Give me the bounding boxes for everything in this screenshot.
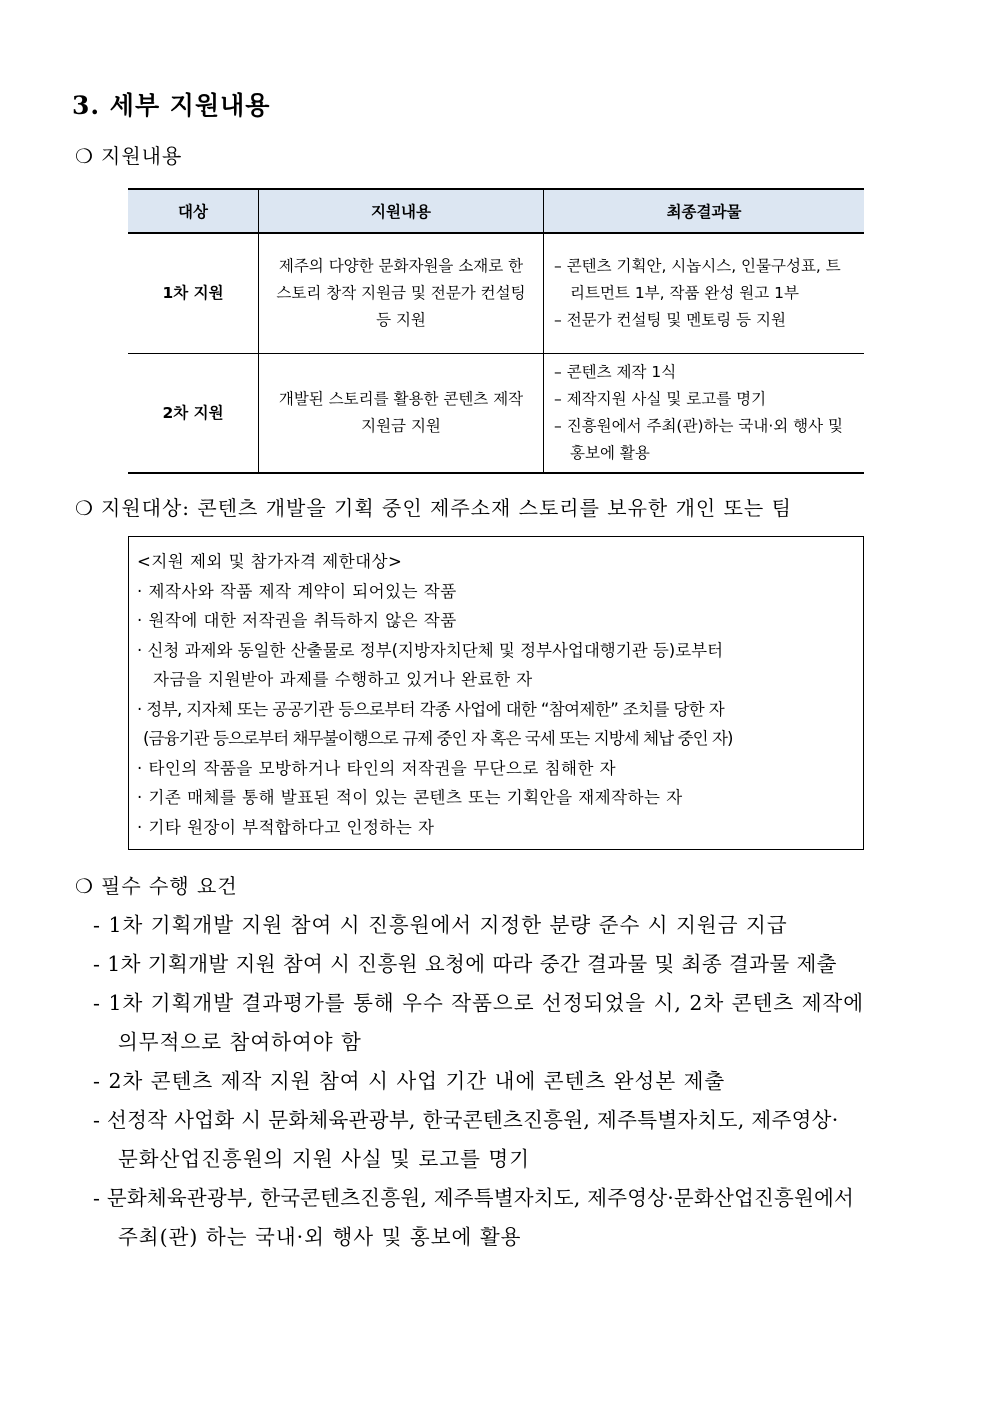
header-target: 대상 [128, 189, 259, 233]
support-table [128, 188, 864, 474]
row-results [544, 354, 865, 474]
section-title: 3. 세부 지원내용 [72, 91, 271, 120]
header-content: 지원내용 [259, 189, 544, 233]
restriction-item: · 기존 매체를 통해 발표된 적이 있는 콘텐츠 또는 기획안을 재제작하는 자 [137, 788, 683, 807]
requirement-line: - 1차 기획개발 지원 참여 시 진흥원에서 지정한 분량 준수 시 지원금 지급 [93, 913, 788, 937]
row-results [544, 233, 865, 354]
requirement-line: 주최(관) 하는 국내·외 행사 및 홍보에 활용 [118, 1225, 522, 1249]
restriction-item: · 제작사와 작품 제작 계약이 되어있는 작품 [137, 581, 457, 601]
support-content-title: 지원내용 [101, 144, 183, 168]
result-item: – 진흥원에서 주최(관)하는 국내·외 행사 및 홍보에 활용 [554, 417, 843, 462]
requirement-line: - 1차 기획개발 지원 참여 시 진흥원 요청에 따라 중간 결과물 및 최종 결과물 제출 [93, 952, 837, 976]
result-item: – 전문가 컨설팅 및 멘토링 등 지원 [554, 311, 786, 329]
row-content: 제주의 다양한 문화자원을 소재로 한 스토리 창작 지원금 및 전문가 컨설팅 등 지원 [259, 233, 544, 354]
header-results: 최종결과물 [544, 189, 865, 233]
restriction-item: 자금을 지원받아 과제를 수행하고 있거나 완료한 자 [153, 670, 533, 689]
row-target: 1차 지원 [128, 233, 259, 354]
result-item: – 콘텐츠 제작 1식 [554, 363, 677, 381]
table-header-row [128, 189, 864, 233]
row-target: 2차 지원 [128, 354, 259, 474]
requirement-line: - 문화체육관광부, 한국콘텐츠진흥원, 제주특별자치도, 제주영상·문화산업진흥원에서 [93, 1186, 854, 1210]
eligibility-text: 지원대상: 콘텐츠 개발을 기획 중인 제주소재 스토리를 보유한 개인 또는 팀 [101, 496, 792, 520]
restriction-item: · 기타 원장이 부적합하다고 인정하는 자 [137, 817, 435, 837]
requirement-line: 의무적으로 참여하여야 함 [118, 1030, 362, 1054]
restriction-title: <지원 제외 및 참가자격 제한대상> [137, 552, 403, 571]
restriction-item: · 타인의 작품을 모방하거나 타인의 저작권을 무단으로 침해한 자 [137, 758, 617, 778]
table-row [128, 354, 864, 474]
restriction-item: · 정부, 지자체 또는 공공기관 등으로부터 각종 사업에 대한 “참여제한” 조치를 당한 자 [137, 699, 725, 719]
requirement-line: - 선정작 사업화 시 문화체육관광부, 한국콘텐츠진흥원, 제주특별자치도, 제주영상· [93, 1108, 839, 1132]
requirement-line: 문화산업진흥원의 지원 사실 및 로고를 명기 [118, 1147, 531, 1171]
row-content: 개발된 스토리를 활용한 콘텐츠 제작 지원금 지원 [259, 354, 544, 474]
requirements-title: 필수 수행 요건 [101, 874, 238, 898]
restriction-item: · 원작에 대한 저작권을 취득하지 않은 작품 [137, 611, 457, 630]
restriction-item: (금융기관 등으로부터 채무불이행으로 규제 중인 자 혹은 국세 또는 지방세 체납 중인 자) [143, 729, 733, 748]
requirement-line: - 2차 콘텐츠 제작 지원 참여 시 사업 기간 내에 콘텐츠 완성본 제출 [93, 1069, 726, 1093]
table-row [128, 233, 864, 354]
result-item: – 제작지원 사실 및 로고를 명기 [554, 390, 767, 408]
circle-bullet-icon: ❍ [75, 496, 94, 520]
circle-bullet-icon: ❍ [75, 874, 94, 898]
support-content-heading [75, 140, 182, 169]
restriction-box [128, 536, 864, 850]
circle-bullet-icon: ❍ [75, 144, 94, 168]
restriction-item: · 신청 과제와 동일한 산출물로 정부(지방자치단체 및 정부사업대행기관 등)로부터 [137, 640, 724, 660]
requirements-heading [75, 870, 238, 899]
result-item: – 콘텐츠 기획안, 시놉시스, 인물구성표, 트리트먼트 1부, 작품 완성 원고 1부 [554, 257, 841, 302]
requirement-line: - 1차 기획개발 결과평가를 통해 우수 작품으로 선정되었을 시, 2차 콘텐츠 제작에 [93, 991, 865, 1015]
eligibility-heading [75, 492, 792, 521]
